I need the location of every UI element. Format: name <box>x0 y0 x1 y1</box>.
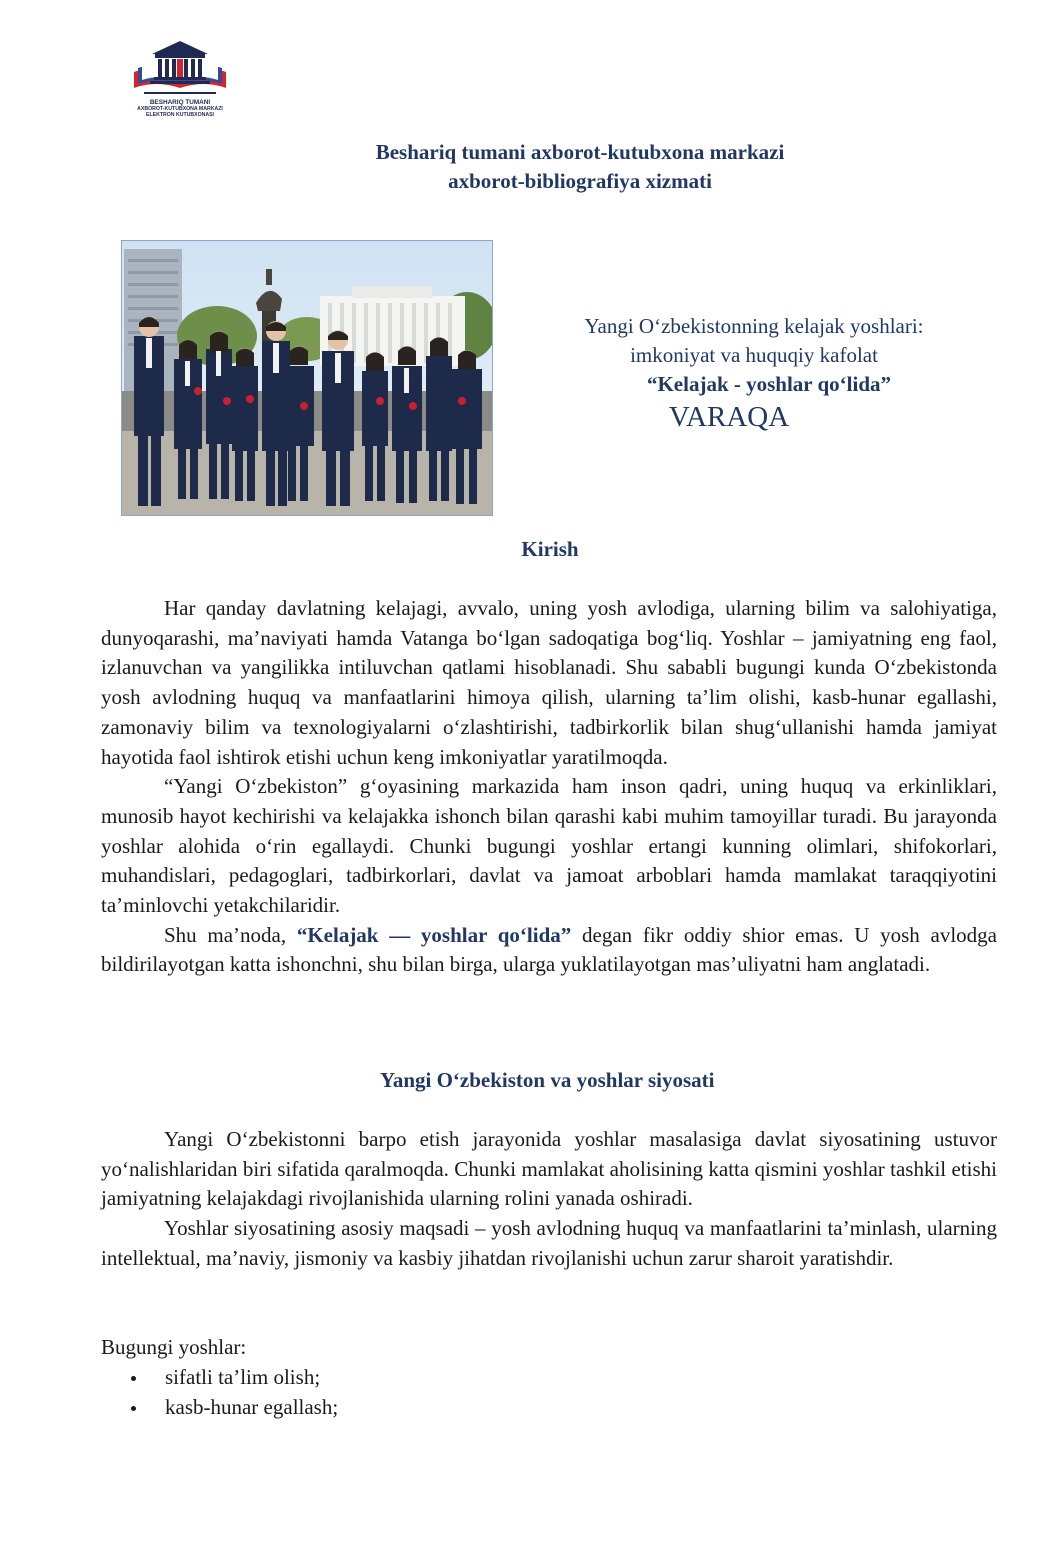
organization-header <box>240 138 920 196</box>
paragraph: Har qanday davlatning kelajagi, avvalo, uning yosh avlodiga, ularning bilim va salohiyatiga, dunyoqarashi, ma’naviyati hamda Vatanga bo‘lgan sadoqatiga bog‘liq. Yoshlar – jamiyatning eng faol, izlanuvchan va yangilikka intiluvchan qatlami hisoblanadi. Shu sababli bugungi kunda O‘zbekistonda yosh avlodning huquq va manfaatlarini himoya qilish, ularning ta’lim olishi, kasb-hunar egallashi, zamonaviy bilim va texnologiyalarni o‘zlashtirishi, tadbirkorlik bilan shug‘ullanishi hamda jamiyat hayotida faol ishtirok etishi uchun keng imkoniyatlar yaratilmoqda. <box>101 596 997 769</box>
group-photo-image <box>122 241 492 515</box>
paragraph-text: degan fikr oddiy shior emas. U yosh avlodga bildirilayotgan katta ishonchni, shu bilan birga, ularga yuklatilayotgan mas’uliyatni ham anglatadi. <box>101 922 997 977</box>
bullet-icon <box>131 1376 136 1381</box>
section-siyosat-body <box>101 1125 997 1274</box>
paragraph: Yoshlar siyosatining asosiy maqsadi – yosh avlodning huquq va manfaatlarini ta’minlash, ularning intellektual, ma’naviy, jismoniy va kasbiy jihatdan rivojlanishi uchun zarur sharoit yaratishdir. <box>101 1216 997 1270</box>
paragraph-text: Shu ma’noda, <box>164 922 297 947</box>
intro-line1: Yangi O‘zbekistonning kelajak yoshlari: <box>584 314 924 338</box>
bullet-list <box>101 1362 338 1422</box>
header-line1: Beshariq tumani axborot-kutubxona markazi <box>375 140 785 164</box>
intro-line2: imkoniyat va huquqiy kafolat <box>630 343 878 367</box>
slogan-bold: “Kelajak — yoshlar qo‘lida” <box>296 922 572 947</box>
bullet-icon <box>131 1406 136 1411</box>
list-item-text: sifatli ta’lim olish; <box>165 1365 321 1389</box>
list-item <box>101 1392 338 1422</box>
library-logo-icon <box>128 38 232 102</box>
logo-caption-line1: BESHARIQ TUMANI <box>149 99 211 106</box>
list-item-text: kasb-hunar egallash; <box>165 1395 339 1419</box>
list-intro: Bugungi yoshlar: <box>101 1335 247 1359</box>
library-logo <box>128 38 232 120</box>
paragraph: Yangi O‘zbekistonni barpo etish jarayonida yoshlar masalasiga davlat siyosatining ustuvor yo‘nalishlaridan biri sifatida qaralmoqda. Chunki mamlakat aholisining katta qismini yoshlar tashkil etishi jamiyatning kelajakdagi rivojlanishida ularning rolini yanada oshiradi. <box>101 1127 997 1211</box>
paragraph: “Yangi O‘zbekiston” g‘oyasining markazida ham inson qadri, uning huquq va erkinliklari, munosib hayot kechirishi va kelajakka ishonch bilan qarashi kabi muhim tamoyillar turadi. Bu jarayonda yoshlar alohida o‘rin egallaydi. Chunki bugungi yoshlar ertangi kunning olimlari, shifokorlari, muhandislari, pedagoglari, tadbirkorlari, davlat va jamoat arboblari hamda mamlakat taraqqiyotini ta’minlovchi yetakchilaridir. <box>101 774 997 918</box>
section-heading-kirish: Kirish <box>521 537 579 561</box>
header-line2: axborot-bibliografiya xizmati <box>448 169 712 193</box>
logo-caption-line2: AXBOROT-KUTUBXONA MARKAZI <box>137 106 223 112</box>
logo-caption-line3: ELEKTRON KUTUBXONASI <box>145 112 214 118</box>
list-item <box>101 1362 338 1392</box>
leaflet-title-block <box>520 312 988 435</box>
paragraph <box>101 921 997 980</box>
section-heading-yoshlar-siyosati: Yangi O‘zbekiston va yoshlar siyosati <box>380 1068 715 1092</box>
intro-varaqa: VARAQA <box>668 401 790 433</box>
logo-caption <box>128 100 232 118</box>
group-photo <box>121 240 493 516</box>
intro-slogan: “Kelajak - yoshlar qo‘lida” <box>646 372 892 396</box>
section-kirish-body <box>101 594 997 980</box>
